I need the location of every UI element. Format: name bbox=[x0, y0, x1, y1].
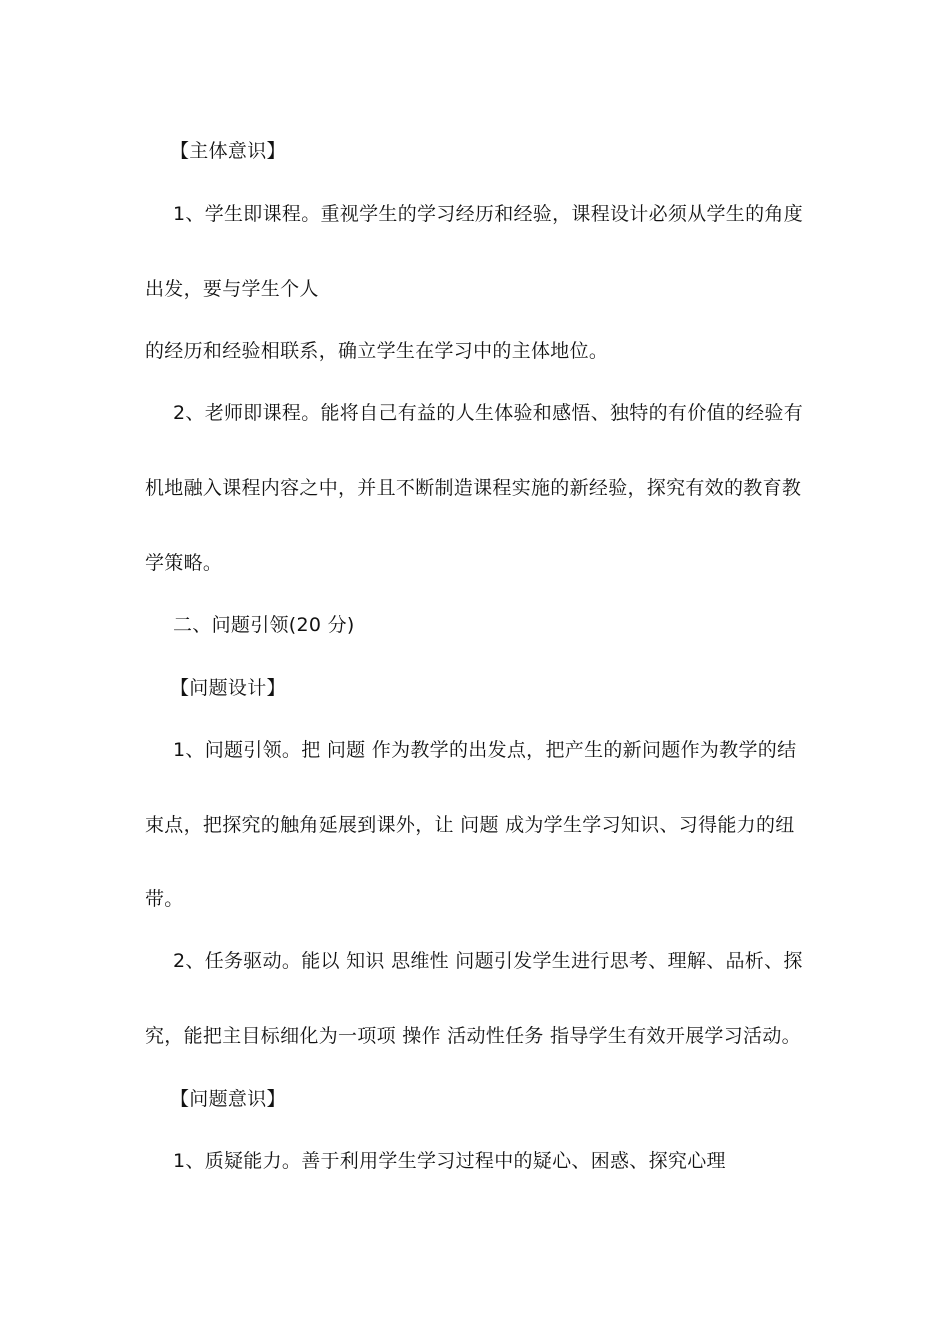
section-heading-problem-design: 【问题设计】 bbox=[170, 677, 286, 699]
paragraph-line: 1、问题引领。把 问题 作为教学的出发点，把产生的新问题作为教学的结 bbox=[173, 739, 797, 761]
paragraph-line: 出发，要与学生个人 bbox=[145, 278, 319, 300]
paragraph-line: 学策略。 bbox=[145, 552, 223, 574]
paragraph-line: 2、老师即课程。能将自己有益的人生体验和感悟、独特的有价值的经验有 bbox=[173, 402, 803, 424]
paragraph-line: 究，能把主目标细化为一项项 操作 活动性任务 指导学生有效开展学习活动。 bbox=[145, 1025, 801, 1047]
section-heading-problem-awareness: 【问题意识】 bbox=[170, 1088, 286, 1110]
paragraph-line: 1、质疑能力。善于利用学生学习过程中的疑心、困惑、探究心理 bbox=[173, 1150, 726, 1172]
section-title-problem-guidance: 二、问题引领(20 分) bbox=[173, 614, 355, 636]
paragraph-line: 机地融入课程内容之中，并且不断制造课程实施的新经验，探究有效的教育教 bbox=[145, 477, 802, 499]
paragraph-line: 束点，把探究的触角延展到课外，让 问题 成为学生学习知识、习得能力的纽 bbox=[145, 814, 795, 836]
section-heading-subject-awareness: 【主体意识】 bbox=[170, 140, 286, 162]
paragraph-line: 2、任务驱动。能以 知识 思维性 问题引发学生进行思考、理解、品析、探 bbox=[173, 950, 803, 972]
paragraph-line: 的经历和经验相联系，确立学生在学习中的主体地位。 bbox=[145, 340, 609, 362]
paragraph-line: 1、学生即课程。重视学生的学习经历和经验，课程设计必须从学生的角度 bbox=[173, 203, 803, 225]
paragraph-line: 带。 bbox=[145, 888, 184, 910]
